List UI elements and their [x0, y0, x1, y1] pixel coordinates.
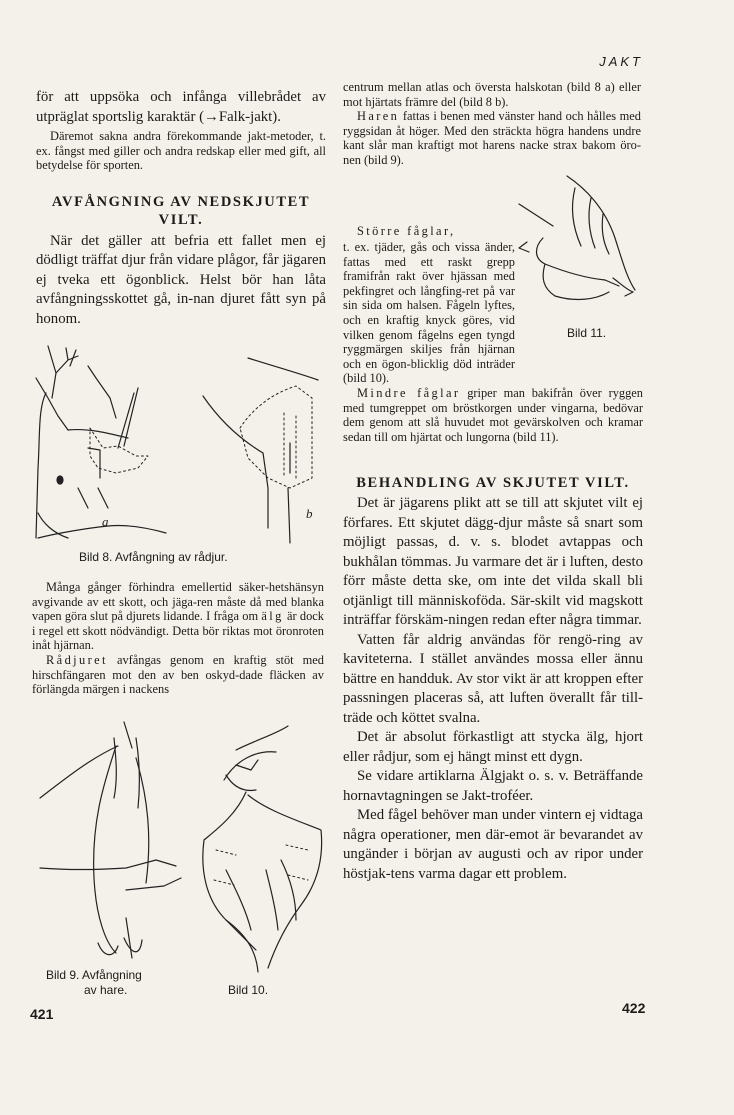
right-paragraph-3: t. ex. tjäder, gås och vissa änder, fattas med ett raskt grepp framifrån rakt över hjässan med pekfingret och långfing-ret på var sin sida om halsen. Fågeln lyftes, och en kraftig knyck göres, vid vilken genom fågelns egen tyngd ryggmärgen skiljes från hjärnan och en ögon-blicklig död inträder (bild 10).: [343, 240, 515, 386]
figure-11-caption: Bild 11.: [567, 326, 607, 340]
page-number-left: 421: [30, 1006, 54, 1022]
left-paragraph-1: för att uppsöka och infånga villebrådet av utpräglat sportslig karaktär (→Falk-jakt).: [36, 89, 326, 125]
left-paragraph-4: Många gånger förhindra emellertid säker-hetshänsyn avgivande av ett skott, och jäga-ren måste då med blanka vapen göra slut på djurets lidande. I fråga om älg är dock i regel ett skott nödvändigt. Detta bör riktas mot öronroten inåt hjärnan.: [32, 580, 324, 653]
running-header: JAKT: [599, 54, 643, 69]
figure-8-label-b: b: [306, 506, 313, 521]
right-paragraph-2: Haren fattas i benen med vänster hand och hålles med ryggsidan åt höger. Med den sträckta högra handens undre kant slår man kraftigt mot harens nacke strax bakom öro-nen (bild 9).: [343, 109, 641, 167]
right-column-continued: [343, 240, 643, 884]
figure-8-roe-deer-drawing: [28, 338, 328, 548]
right-paragraph-3a: Större fåglar,: [357, 224, 456, 238]
right-paragraph-1: centrum mellan atlas och översta halskotan (bild 8 a) eller mot hjärtats främre del (bild 8 b).: [343, 80, 641, 109]
page-number-right: 422: [622, 1000, 646, 1016]
right-paragraph-8: Se vidare artiklarna Älgjakt o. s. v. Beträffande hornavtagningen se Jakt-troféer.: [343, 768, 643, 804]
left-column: [36, 88, 326, 329]
right-column: [343, 80, 641, 168]
right-paragraph-5: Det är jägarens plikt att se till att skjutet vilt ej förfares. Ett skjutet dägg-djur måste så snart som möjligt passas, d. v. s. blodet avtappas och bukhålan tömmas. Ju varmare det är i luften, desto förr måste detta ske, om inte det vilda skall bli otjänligt till människoföda. Sär-skilt vid magskott inträffar förskäm-ningen redan efter några timmar.: [343, 495, 643, 629]
left-section-heading: AVFÅNGNING AV NEDSKJUTET VILT.: [51, 193, 311, 228]
right-paragraph-9: Med fågel behöver man under vintern ej vidtaga några operationer, men där-emot är bevarandet av ungänder i början av augusti och av ripor under höstjak-tens varma dagar ett problem.: [343, 807, 643, 882]
left-column-lower: [32, 580, 324, 697]
left-paragraph-5: Rådjuret avfångas genom en kraftig stöt med hirschfängaren mot den av ben oskyd-dade fläcken av förlängda märgen i nackens: [32, 652, 324, 697]
left-paragraph-2: Däremot sakna andra förekommande jakt-metoder, t. ex. fångst med giller och andra redskap eller med gift, all betydelse för sporten.: [36, 129, 326, 173]
left-paragraph-3: När det gäller att befria ett fallet men ej dödligt träffat djur från vidare plågor, får jägaren ej tveka ett ögonblick. Helst bör han låta avfångningsskottet gå, in-nan djuret fått syn på honom.: [36, 232, 326, 327]
figure-9-caption: Bild 9. Avfångning av hare.: [46, 968, 142, 997]
figure-10-caption: Bild 10.: [228, 983, 269, 997]
right-section-heading: BEHANDLING AV SKJUTET VILT.: [356, 475, 630, 492]
right-paragraph-6: Vatten får aldrig användas för rengö-ring av kaviteterna. I stället användes mossa eller ännu bättre en handduk. Av stor vikt är att kroppen efter passningen placeras så, att luften överallt får till-träde och köttet svalna.: [343, 631, 643, 726]
figure-10-bird-drawing: [196, 720, 328, 978]
figure-9-hare-drawing: [36, 718, 196, 963]
figure-8-label-a: a: [102, 514, 109, 529]
right-paragraph-7: Det är absolut förkastligt att stycka älg, hjort eller rådjur, som ej hängt minst ett dygn.: [343, 729, 643, 765]
right-column-wrap: [343, 224, 515, 239]
figure-8-caption: Bild 8. Avfångning av rådjur.: [79, 550, 228, 564]
right-paragraph-4: Mindre fåglar griper man bakifrån över ryggen med tumgreppet om bröstkorgen under vingarna, bedövar dem genom att slå huvudet mot gevärskolven och kramar sedan till om hjärtat och lungorna (bild 11).: [343, 385, 644, 444]
